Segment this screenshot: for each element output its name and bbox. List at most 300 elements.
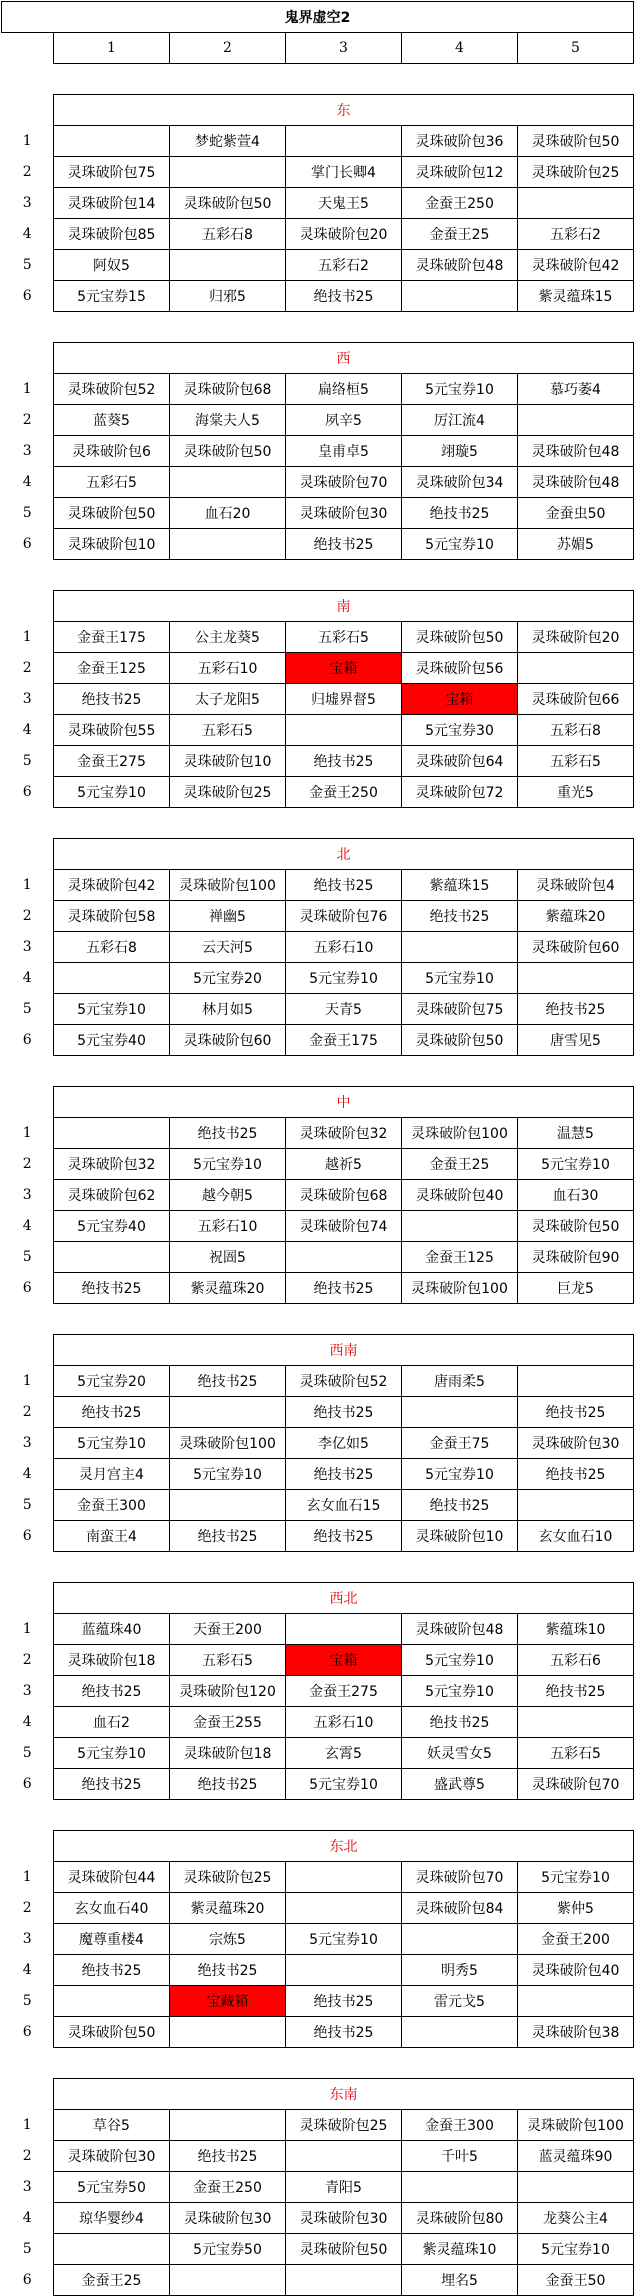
section-header-blank (2, 1583, 54, 1614)
reward-cell: 五彩石6 (518, 1645, 634, 1676)
section-header-blank (2, 839, 54, 870)
row-number: 3 (22, 443, 32, 459)
row-number: 6 (22, 288, 32, 304)
reward-cell: 紫蕴珠15 (402, 870, 518, 901)
reward-cell: 灵珠破阶包44 (54, 1862, 170, 1893)
section-header-row (2, 1583, 634, 1614)
reward-cell (54, 1986, 170, 2017)
table-row (2, 870, 634, 901)
reward-cell: 林月如5 (170, 994, 286, 1025)
table-row (2, 1955, 634, 1986)
reward-cell: 灵珠破阶包66 (518, 684, 634, 715)
reward-cell: 灵珠破阶包42 (518, 250, 634, 281)
reward-cell: 唐雨柔5 (402, 1366, 518, 1397)
reward-cell (286, 1893, 402, 1924)
row-number: 1 (22, 1125, 32, 1141)
reward-cell: 绝技书25 (54, 1273, 170, 1304)
reward-cell: 五彩石5 (518, 1738, 634, 1769)
reward-cell: 金蚕王175 (54, 622, 170, 653)
reward-cell: 5元宝券50 (170, 2234, 286, 2265)
spacer-cell (2, 64, 634, 95)
reward-cell: 绝技书25 (286, 529, 402, 560)
table-row (2, 1242, 634, 1273)
reward-cell (170, 529, 286, 560)
reward-cell: 灵珠破阶包50 (54, 2017, 170, 2048)
section-header-blank (2, 1831, 54, 1862)
reward-cell: 宗炼5 (170, 1924, 286, 1955)
reward-cell (402, 2172, 518, 2203)
reward-cell: 绝技书25 (170, 1955, 286, 1986)
reward-cell (170, 2110, 286, 2141)
reward-cell: 紫灵蕴珠20 (170, 1893, 286, 1924)
reward-cell: 梦蛇紫萱4 (170, 126, 286, 157)
reward-cell (518, 1986, 634, 2017)
reward-cell (170, 250, 286, 281)
table-row (2, 1490, 634, 1521)
reward-cell: 绝技书25 (286, 870, 402, 901)
reward-cell (286, 715, 402, 746)
reward-cell: 绝技书25 (518, 1676, 634, 1707)
row-number: 5 (22, 505, 32, 521)
reward-cell (54, 1242, 170, 1273)
reward-cell: 琼华婴纱4 (54, 2203, 170, 2234)
reward-cell: 巨龙5 (518, 1273, 634, 1304)
reward-cell: 金蚕王250 (170, 2172, 286, 2203)
section-heading: 南 (54, 591, 634, 622)
reward-cell: 灵珠破阶包42 (54, 870, 170, 901)
reward-cell: 绝技书25 (54, 1397, 170, 1428)
section-header-row (2, 2079, 634, 2110)
reward-cell: 五彩石10 (170, 1211, 286, 1242)
reward-cell: 紫蕴珠20 (518, 901, 634, 932)
reward-cell: 灵珠破阶包120 (170, 1676, 286, 1707)
row-number: 6 (22, 1032, 32, 1048)
reward-cell: 皇甫卓5 (286, 436, 402, 467)
row-number: 1 (22, 1869, 32, 1885)
reward-cell: 灵珠破阶包55 (54, 715, 170, 746)
reward-cell: 灵珠破阶包84 (402, 1893, 518, 1924)
section-header-blank (2, 2079, 54, 2110)
row-number: 4 (22, 226, 32, 242)
reward-cell: 5元宝券10 (402, 963, 518, 994)
reward-cell (286, 1242, 402, 1273)
table-row (2, 1893, 634, 1924)
reward-cell: 灵珠破阶包36 (402, 126, 518, 157)
reward-cell: 明秀5 (402, 1955, 518, 1986)
row-number: 5 (22, 2241, 32, 2257)
row-number: 3 (22, 939, 32, 955)
table-row (2, 1862, 634, 1893)
reward-cell: 绝技书25 (286, 1459, 402, 1490)
reward-cell: 灵珠破阶包25 (170, 777, 286, 808)
section-header-row (2, 1335, 634, 1366)
reward-cell (170, 157, 286, 188)
table-row (2, 715, 634, 746)
reward-cell: 灵珠破阶包62 (54, 1180, 170, 1211)
table-row (2, 374, 634, 405)
reward-cell: 五彩石2 (518, 219, 634, 250)
table-row (2, 1614, 634, 1645)
table-row (2, 2203, 634, 2234)
reward-cell: 灵珠破阶包100 (170, 1428, 286, 1459)
reward-cell: 灵珠破阶包30 (518, 1428, 634, 1459)
row-number: 2 (22, 908, 32, 924)
spacer-cell (2, 1552, 634, 1583)
reward-cell: 灵珠破阶包20 (518, 622, 634, 653)
reward-cell: 5元宝券10 (54, 777, 170, 808)
reward-cell (170, 1397, 286, 1428)
section-header-blank (2, 1087, 54, 1118)
reward-cell: 紫蕴珠10 (518, 1614, 634, 1645)
reward-cell: 紫灵蕴珠10 (402, 2234, 518, 2265)
reward-cell: 云天河5 (170, 932, 286, 963)
treasure-chest-cell: 宝箱 (286, 653, 402, 684)
reward-cell (54, 126, 170, 157)
reward-cell (402, 1397, 518, 1428)
reward-cell: 魔尊重楼4 (54, 1924, 170, 1955)
reward-cell: 五彩石8 (170, 219, 286, 250)
row-number: 6 (22, 2024, 32, 2040)
reward-cell: 灵珠破阶包70 (518, 1769, 634, 1800)
reward-cell (170, 467, 286, 498)
reward-cell (54, 963, 170, 994)
row-number: 4 (22, 474, 32, 490)
row-number: 6 (22, 784, 32, 800)
reward-cell: 五彩石5 (54, 467, 170, 498)
table-row (2, 188, 634, 219)
reward-cell: 金蚕王75 (402, 1428, 518, 1459)
reward-cell: 灵珠破阶包50 (402, 622, 518, 653)
spacer-row (2, 1304, 634, 1335)
table-row (2, 436, 634, 467)
column-number: 5 (518, 33, 634, 64)
reward-cell: 绝技书25 (402, 1490, 518, 1521)
reward-cell (286, 1955, 402, 1986)
reward-cell: 金蚕王125 (54, 653, 170, 684)
reward-cell: 唐雪见5 (518, 1025, 634, 1056)
reward-cell: 灵珠破阶包18 (170, 1738, 286, 1769)
reward-cell: 灵珠破阶包100 (402, 1273, 518, 1304)
row-number: 4 (22, 970, 32, 986)
reward-cell: 金蚕王300 (54, 1490, 170, 1521)
reward-cell (170, 2265, 286, 2296)
row-number: 2 (22, 660, 32, 676)
row-number: 3 (22, 1187, 32, 1203)
reward-cell: 5元宝券10 (54, 994, 170, 1025)
reward-cell: 绝技书25 (286, 281, 402, 312)
reward-cell: 灵珠破阶包40 (518, 1955, 634, 1986)
reward-cell: 灵珠破阶包76 (286, 901, 402, 932)
row-number: 1 (22, 629, 32, 645)
reward-cell: 灵珠破阶包25 (518, 157, 634, 188)
reward-cell (286, 126, 402, 157)
reward-cell: 灵珠破阶包34 (402, 467, 518, 498)
reward-cell: 蓝葵5 (54, 405, 170, 436)
row-number: 4 (22, 1218, 32, 1234)
table-row (2, 219, 634, 250)
reward-cell: 五彩石10 (286, 1707, 402, 1738)
reward-cell: 灵珠破阶包68 (286, 1180, 402, 1211)
table-row (2, 529, 634, 560)
table-row (2, 963, 634, 994)
reward-cell: 公主龙葵5 (170, 622, 286, 653)
reward-cell: 灵珠破阶包25 (170, 1862, 286, 1893)
reward-cell: 灵珠破阶包50 (170, 188, 286, 219)
row-number: 2 (22, 1900, 32, 1916)
reward-cell: 绝技书25 (402, 901, 518, 932)
reward-cell: 血石30 (518, 1180, 634, 1211)
reward-cell: 绝技书25 (170, 1769, 286, 1800)
row-number: 1 (22, 133, 32, 149)
row-number: 2 (22, 1156, 32, 1172)
row-number: 3 (22, 691, 32, 707)
table-row (2, 1769, 634, 1800)
row-number: 2 (22, 412, 32, 428)
row-number: 1 (22, 2117, 32, 2133)
reward-cell: 金蚕王25 (402, 219, 518, 250)
reward-cell: 金蚕王125 (402, 1242, 518, 1273)
reward-cell: 5元宝券10 (518, 2234, 634, 2265)
reward-cell: 灵珠破阶包50 (518, 1211, 634, 1242)
reward-cell: 南蛮王4 (54, 1521, 170, 1552)
reward-cell: 千叶5 (402, 2141, 518, 2172)
reward-cell: 灵珠破阶包64 (402, 746, 518, 777)
row-number: 5 (22, 1745, 32, 1761)
row-number: 1 (22, 877, 32, 893)
column-number: 3 (286, 33, 402, 64)
row-number: 3 (22, 1435, 32, 1451)
table-row (2, 1924, 634, 1955)
reward-cell: 灵珠破阶包48 (518, 467, 634, 498)
row-number: 6 (22, 1528, 32, 1544)
reward-cell: 5元宝券10 (286, 1769, 402, 1800)
reward-cell (286, 1614, 402, 1645)
reward-cell: 灵珠破阶包10 (402, 1521, 518, 1552)
table-row (2, 2017, 634, 2048)
reward-cell: 金蚕王50 (518, 2265, 634, 2296)
row-number: 1 (22, 381, 32, 397)
row-number: 5 (22, 1001, 32, 1017)
spacer-row (2, 808, 634, 839)
reward-cell: 绝技书25 (170, 1118, 286, 1149)
row-number: 5 (22, 1497, 32, 1513)
reward-cell: 灵珠破阶包50 (286, 2234, 402, 2265)
reward-cell: 金蚕王300 (402, 2110, 518, 2141)
row-number: 5 (22, 1249, 32, 1265)
reward-cell: 灵珠破阶包48 (402, 250, 518, 281)
treasure-chest-cell: 宝藏箱 (170, 1986, 286, 2017)
reward-cell: 天蚕王200 (170, 1614, 286, 1645)
reward-cell: 五彩石8 (518, 715, 634, 746)
section-header-row (2, 1831, 634, 1862)
spacer-cell (2, 560, 634, 591)
table-row (2, 1428, 634, 1459)
reward-cell: 掌门长卿4 (286, 157, 402, 188)
reward-cell: 灵珠破阶包70 (402, 1862, 518, 1893)
row-number: 3 (22, 195, 32, 211)
reward-cell: 灵珠破阶包30 (286, 498, 402, 529)
row-number: 5 (22, 257, 32, 273)
section-heading: 东 (54, 95, 634, 126)
reward-cell: 盛武尊5 (402, 1769, 518, 1800)
table-row (2, 994, 634, 1025)
table-row (2, 157, 634, 188)
table-row (2, 1366, 634, 1397)
reward-cell: 蓝灵蕴珠90 (518, 2141, 634, 2172)
reward-cell (518, 188, 634, 219)
reward-cell (54, 2234, 170, 2265)
reward-cell: 五彩石5 (170, 1645, 286, 1676)
reward-cell: 绝技书25 (286, 1986, 402, 2017)
reward-cell: 天青5 (286, 994, 402, 1025)
reward-cell: 灵珠破阶包60 (170, 1025, 286, 1056)
reward-cell: 草谷5 (54, 2110, 170, 2141)
reward-cell (286, 2141, 402, 2172)
reward-cell: 越今朝5 (170, 1180, 286, 1211)
section-header-blank (2, 343, 54, 374)
row-number: 3 (22, 1931, 32, 1947)
spacer-cell (2, 312, 634, 343)
table-row (2, 250, 634, 281)
reward-cell: 绝技书25 (286, 1397, 402, 1428)
reward-cell (170, 1490, 286, 1521)
reward-cell (518, 1490, 634, 1521)
reward-cell: 禅幽5 (170, 901, 286, 932)
reward-cell: 紫灵蕴珠20 (170, 1273, 286, 1304)
reward-cell (518, 963, 634, 994)
reward-cell: 金蚕王175 (286, 1025, 402, 1056)
spacer-row (2, 312, 634, 343)
reward-cell: 5元宝券10 (170, 1459, 286, 1490)
reward-cell: 灵珠破阶包30 (286, 2203, 402, 2234)
reward-cell: 绝技书25 (54, 1769, 170, 1800)
table-row (2, 405, 634, 436)
row-number: 5 (22, 1993, 32, 2009)
reward-cell: 灵珠破阶包58 (54, 901, 170, 932)
table-row (2, 1397, 634, 1428)
reward-cell: 五彩石5 (286, 622, 402, 653)
row-number: 6 (22, 2272, 32, 2288)
spacer-cell (2, 1056, 634, 1087)
reward-cell: 灵珠破阶包50 (54, 498, 170, 529)
reward-cell: 灵珠破阶包90 (518, 1242, 634, 1273)
table-row (2, 1459, 634, 1490)
reward-cell: 血石20 (170, 498, 286, 529)
spacer-cell (2, 808, 634, 839)
row-number: 3 (22, 2179, 32, 2195)
reward-cell: 灵珠破阶包32 (54, 1149, 170, 1180)
reward-cell: 金蚕王255 (170, 1707, 286, 1738)
reward-cell: 绝技书25 (402, 1707, 518, 1738)
reward-cell: 玄霄5 (286, 1738, 402, 1769)
reward-cell: 翊璇5 (402, 436, 518, 467)
reward-cell: 血石2 (54, 1707, 170, 1738)
section-heading: 东南 (54, 2079, 634, 2110)
reward-cell: 灵珠破阶包20 (286, 219, 402, 250)
reward-cell: 灵珠破阶包6 (54, 436, 170, 467)
column-number: 2 (170, 33, 286, 64)
spacer-cell (2, 1800, 634, 1831)
reward-cell: 越祈5 (286, 1149, 402, 1180)
reward-cell: 灵珠破阶包72 (402, 777, 518, 808)
reward-cell: 灵珠破阶包50 (402, 1025, 518, 1056)
table-row (2, 684, 634, 715)
section-header-row (2, 839, 634, 870)
reward-cell: 5元宝券10 (54, 1428, 170, 1459)
reward-cell: 灵珠破阶包32 (286, 1118, 402, 1149)
reward-cell: 5元宝券30 (402, 715, 518, 746)
reward-cell (170, 2017, 286, 2048)
row-number: 4 (22, 1962, 32, 1978)
reward-cell: 5元宝券10 (402, 529, 518, 560)
reward-cell: 5元宝券40 (54, 1025, 170, 1056)
table-row (2, 1645, 634, 1676)
reward-cell: 玄女血石15 (286, 1490, 402, 1521)
reward-cell: 玄女血石40 (54, 1893, 170, 1924)
reward-cell: 灵珠破阶包60 (518, 932, 634, 963)
reward-cell: 5元宝券10 (402, 1459, 518, 1490)
reward-cell: 灵珠破阶包40 (402, 1180, 518, 1211)
reward-cell: 灵珠破阶包50 (518, 126, 634, 157)
reward-cell: 5元宝券15 (54, 281, 170, 312)
table-row (2, 2265, 634, 2296)
reward-cell (518, 653, 634, 684)
spacer-cell (2, 2048, 634, 2079)
table-row (2, 1738, 634, 1769)
row-number: 4 (22, 2210, 32, 2226)
reward-cell: 金蚕王25 (54, 2265, 170, 2296)
reward-cell: 灵珠破阶包10 (170, 746, 286, 777)
section-heading: 北 (54, 839, 634, 870)
reward-cell: 灵珠破阶包70 (286, 467, 402, 498)
reward-cell: 5元宝券10 (286, 963, 402, 994)
spacer-row (2, 64, 634, 95)
reward-cell: 灵月宫主4 (54, 1459, 170, 1490)
section-heading: 中 (54, 1087, 634, 1118)
row-number: 1 (22, 1373, 32, 1389)
reward-cell (518, 1366, 634, 1397)
reward-cell: 紫仲5 (518, 1893, 634, 1924)
reward-cell: 金蚕王275 (54, 746, 170, 777)
reward-cell: 灵珠破阶包52 (286, 1366, 402, 1397)
reward-cell: 5元宝券10 (518, 1862, 634, 1893)
row-number: 6 (22, 1776, 32, 1792)
reward-cell (402, 932, 518, 963)
row-number: 2 (22, 164, 32, 180)
reward-cell: 灵珠破阶包100 (402, 1118, 518, 1149)
reward-cell: 青阳5 (286, 2172, 402, 2203)
reward-cell: 妖灵雪女5 (402, 1738, 518, 1769)
reward-cell: 灵珠破阶包68 (170, 374, 286, 405)
reward-cell: 绝技书25 (170, 2141, 286, 2172)
section-header-row (2, 343, 634, 374)
row-number: 6 (22, 536, 32, 552)
reward-cell: 金蚕王250 (402, 188, 518, 219)
reward-cell: 温慧5 (518, 1118, 634, 1149)
table-row (2, 281, 634, 312)
reward-cell: 灵珠破阶包30 (170, 2203, 286, 2234)
reward-cell: 五彩石10 (170, 653, 286, 684)
table-row (2, 1118, 634, 1149)
table-row (2, 1180, 634, 1211)
reward-cell: 重光5 (518, 777, 634, 808)
reward-cell: 金蚕王25 (402, 1149, 518, 1180)
reward-cell: 扁络桓5 (286, 374, 402, 405)
spacer-cell (2, 1304, 634, 1335)
section-header-blank (2, 95, 54, 126)
reward-cell: 绝技书25 (170, 1521, 286, 1552)
reward-cell: 绝技书25 (402, 498, 518, 529)
